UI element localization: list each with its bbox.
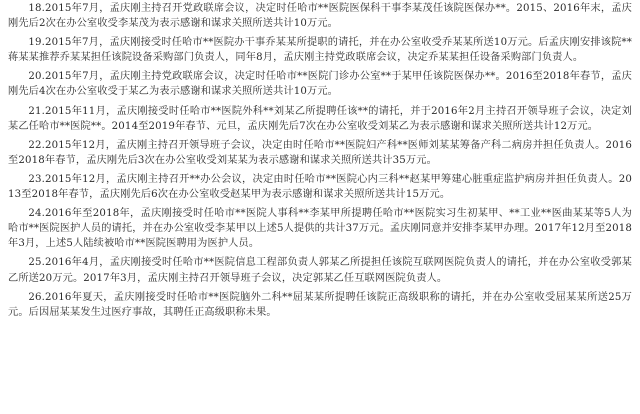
paragraph-20: 20.2015年7月，孟庆刚主持党政联席会议，决定时任哈市**医院门诊办公室**于某甲任该院医保办**。2016至2018年春节，孟庆刚先后4次在办公室收受于某乙为表示感谢和谋求关照所送共计10万元。 — [8, 71, 632, 98]
paragraph-22: 22.2015年12月，孟庆刚主持召开领导班子会议，决定由时任哈市**医院妇产科**医师刘某某筹备产科二病房并担任负责人。2016至2018年春节，孟庆刚先后3次在办公室收受刘某某为表示感谢和谋求关照所送共计35万元。 — [8, 139, 632, 166]
paragraph-19: 19.2015年7月，孟庆刚接受时任哈市**医院办干事乔某某所提职的请托，并在办公室收受乔某某所送10万元。后孟庆刚安排该院**蒋某某推荐乔某某担任该院设备采购部门负责人，同年8月，孟庆刚主持党政联席会议，决定乔某某担任设备采购部门负责人。 — [8, 37, 632, 64]
paragraph-18: 18.2015年7月，孟庆刚主持召开党政联席会议，决定时任哈市**医院医保科干事李某茂任该院医保办**。2015、2016年末，孟庆刚先后2次在办公室收受李某茂为表示感谢和谋求关照所送共计10万元。 — [8, 3, 632, 30]
paragraph-21: 21.2015年11月，孟庆刚接受时任哈市**医院外科**刘某乙所提聘任该**的请托，并于2016年2月主持召开领导班子会议，决定刘某乙任哈市**医院**。2014至2019年春节、元旦，孟庆刚先后7次在办公室收受刘某乙为表示感谢和谋求关照所送共计12万元。 — [8, 105, 632, 132]
paragraph-23: 23.2015年12月，孟庆刚主持召开**办公会议，决定由时任哈市**医院心内三科**赵某甲筹建心脏重症监护病房并担任负责人。2013至2018年春节，孟庆刚先后6次在办公室收受赵某甲为表示感谢和谋求关照所送共计15万元。 — [8, 173, 632, 201]
paragraph-24: 24.2016年至2018年，孟庆刚接受时任哈市**医院人事科**李某甲所提聘任哈市**医院实习生初某甲、**工业**医曲某某等5人为哈市**医院医护人员的请托，并在办公室收受李某甲以上述5人提供的共计37万元。孟庆刚同意并安排李某甲办理。2017年12月至2018年3月，上述5人陆续被哈市**医院医聘用为医护人员。 — [8, 208, 632, 250]
paragraph-25: 25.2016年4月，孟庆刚接受时任哈市**医院信息工程部负责人郭某乙所提担任该院互联网医院负责人的请托，并在办公室收受郭某乙所送20万元。2017年3月，孟庆刚主持召开领导班子会议，决定郭某乙任互联网医院负责人。 — [8, 257, 632, 284]
paragraph-26: 26.2016年夏天，孟庆刚接受时任哈市**医院脑外二科**屈某某所提聘任该院正高级职称的请托，并在办公室收受屈某某所送25万元。后因屈某某发生过医疗事故，其聘任正高级职称未果。 — [8, 291, 632, 318]
